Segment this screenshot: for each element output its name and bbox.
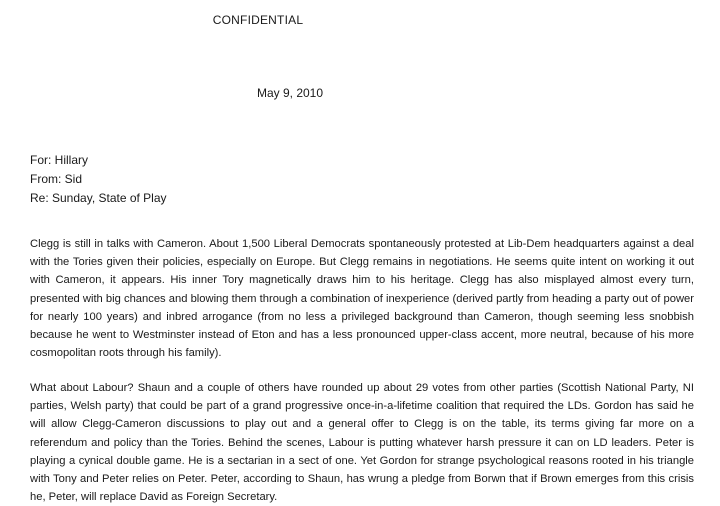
memo-for-line: For: Hillary	[30, 153, 89, 167]
body-paragraph: Clegg is still in talks with Cameron. About 1,500 Liberal Democrats spontaneously protested at Lib-Dem headquarters against a deal with the Tories given their policies, especially on Europe. But Clegg remains in negotiations. He seems quite intent on working it out with Cameron, it appears. His inner Tory magnetically draws him to his heritage. Clegg has also misplayed almost every turn, presented with big chances and blowing them through a combination of inexperience (derived partly from heading a party out of power for nearly 100 years) and inbred arrogance (from no less a privileged background than Cameron, though seeming less snobbish because he went to Westminster instead of Eton and has a less pronounced upper-class accent, more neutral, because of his more cosmopolitan roots through his family).	[30, 238, 694, 360]
memo-from-line: From: Sid	[30, 172, 83, 186]
body-paragraph: What about Labour? Shaun and a couple of others have rounded up about 29 votes from other parties (Scottish National Party, NI parties, Welsh party) that could be part of a grand progressive once-in-a-lifetime coalition that required the LDs. Gordon has said he will allow Clegg-Cameron discussions to play out and a general offer to Clegg is on the table, its terms giving far more on a referendum and policy than the Tories. Behind the scenes, Labour is putting whatever harsh pressure it can on LD leaders. Peter is playing a cynical double game. He is a sectarian in a sect of one. Yet Gordon for strange psychological reasons rooted in his triangle with Tony and Peter relies on Peter. Peter, according to Shaun, has wrung a pledge from Borwn that if Brown emerges from this crisis he, Peter, will replace David as Foreign Secretary.	[30, 382, 694, 504]
memo-subject-line: Re: Sunday, State of Play	[30, 191, 167, 205]
memo-date: May 9, 2010	[256, 86, 324, 100]
classification-label: CONFIDENTIAL	[212, 13, 304, 27]
memo-header	[30, 151, 167, 208]
